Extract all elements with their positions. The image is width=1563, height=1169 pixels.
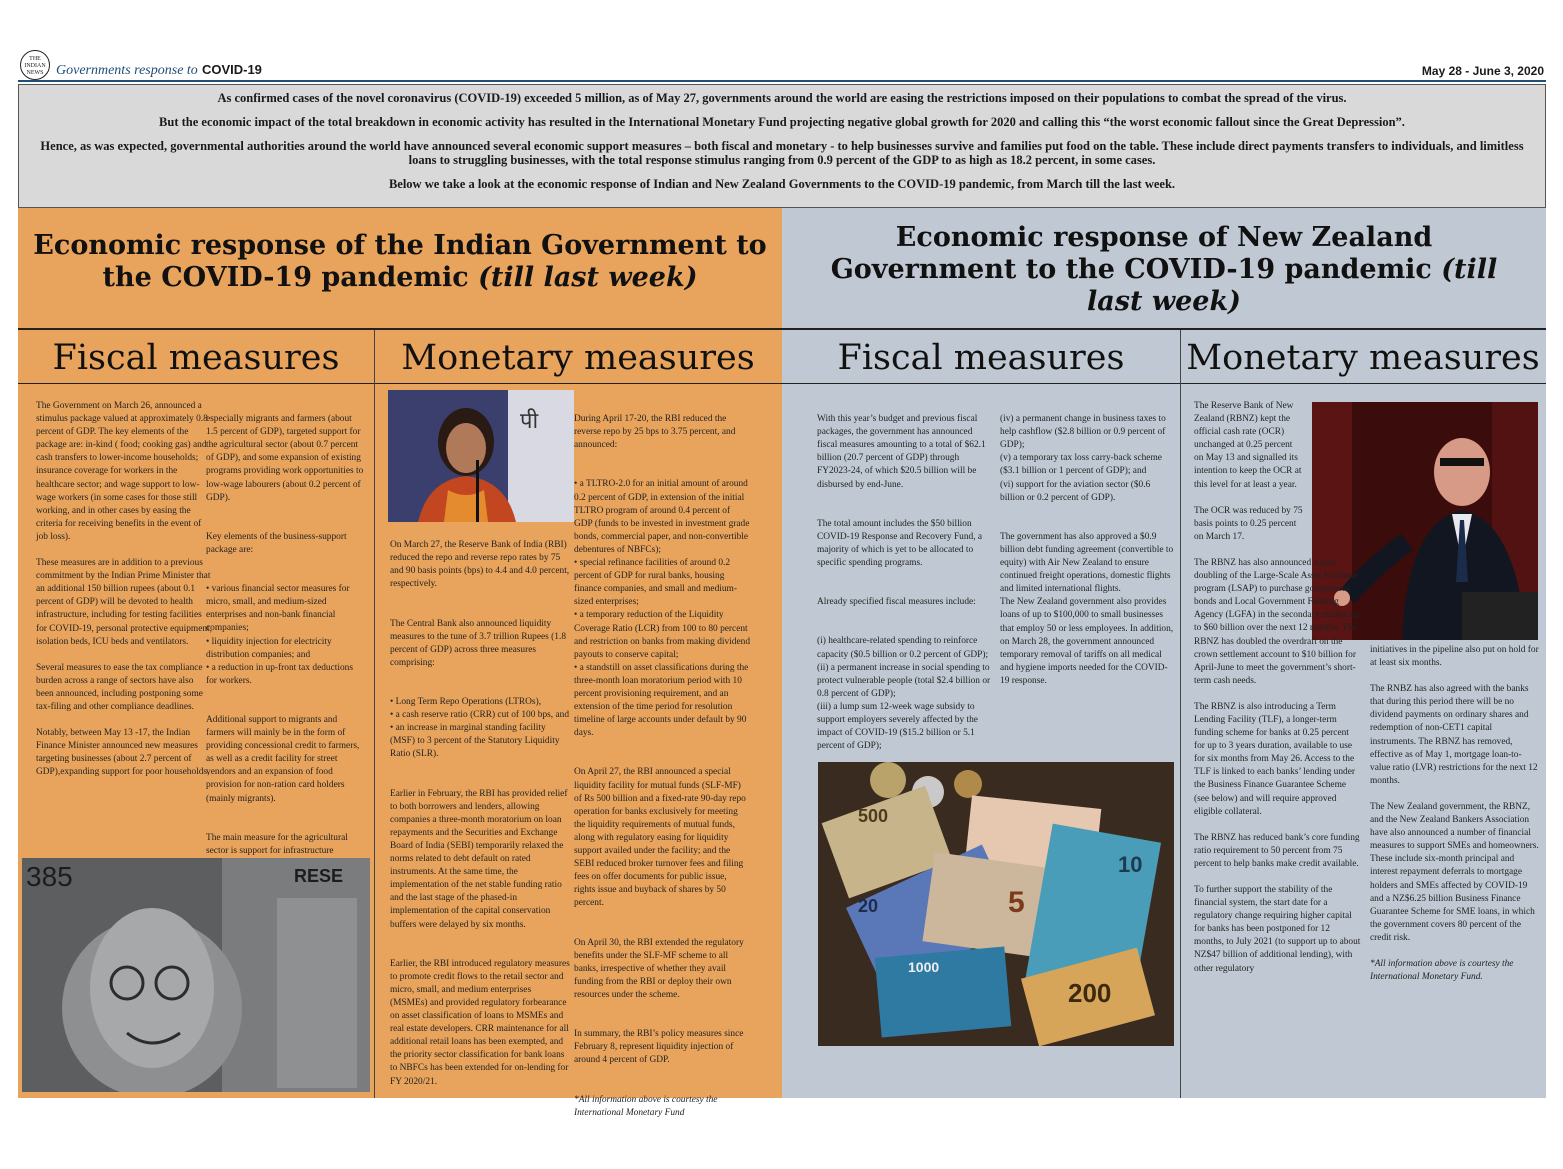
paragraph: Several measures to ease the tax compliance burden across a range of sectors have also been announced, including postponing some tax-filing and other compliance deadlines. [36, 662, 203, 712]
nz-monetary-heading: Monetary measures [1180, 328, 1546, 384]
india-fiscal-heading: Fiscal measures [18, 328, 374, 384]
banknote-label: RESE [294, 866, 344, 886]
paragraph: Key elements of the business-support package are: [206, 531, 347, 555]
intro-paragraph: Hence, as was expected, governmental authorities around the world have announced several economic support measures – both fiscal and monetary - to help businesses survive and families put food on the table. These include direct payments transfers to individuals, and limitless loans to struggling businesses, with the total response stimulus ranging from 0.9 percent of the GDP to as high as 18.2 percent, in some cases. [40, 139, 1524, 167]
india-monetary-col2 [574, 400, 750, 1133]
paragraph: The New Zealand government, the RBNZ, and the New Zealand Bankers Association have also announced a number of financial measures to support SMEs and homeowners. These include six-month principal and interest repayment deferrals to mortgage holders and SMEs affected by COVID-19 and a NZ$6.25 billion Business Finance Guarantee Scheme for SME loans, in which the government covers 80 percent of the credit risk. [1370, 801, 1539, 943]
paragraph: The RBNZ has also announced a near doubling of the Large-Scale Asset Purchase program (LSAP) to purchase government bonds and Local Government Funding Agency (LGFA) in the secondary market up to $60 billion over the next 12 months. The RBNZ has doubled the overdraft on the crown settlement account to $10 billion for April-June to meet the government’s short-term cash needs. [1194, 557, 1360, 686]
note-value: 20 [858, 896, 879, 916]
nz-panel [782, 208, 1546, 1098]
paragraph: The government has also approved a $0.9 billion debt funding agreement (convertible to equity) with Air New Zealand to ensure continued freight operations, domestic flights and limited international flights. The New Zealand government also provides loans of up to $100,000 to small businesses that employ 50 or less employees. In addition, on March 28, the government announced temporary removal of tariffs on all medical and hygiene imports needed for the COVID-19 response. [1000, 531, 1174, 686]
intro-paragraph: As confirmed cases of the novel coronavirus (COVID-19) exceeded 5 million, as of May 27, governments around the world are easing the restrictions imposed on their populations to combat the spread of the virus. [217, 91, 1347, 105]
paragraph: The Central Bank also announced liquidity measures to the tune of 3.7 trillion Rupees (1.8 percent of GDP) across three measures comprising: [390, 618, 567, 668]
paragraph: The RBNZ has reduced bank’s core funding ratio requirement to 50 percent from 75 percent to help banks make credit available. [1194, 832, 1360, 869]
paragraph: The RNBZ has also agreed with the banks that during this period there will be no dividend payments on ordinary shares and redemption of non-CET1 capital instruments. The RBNZ has removed, effective as of May 1, mortgage loan-to-value ratio (LVR) restrictions for the next 12 months. [1370, 684, 1538, 786]
list: (iv) a permanent change in business taxes to help cashflow ($2.8 billion or 0.9 percent of GDP); (v) a temporary tax loss carry-back scheme ($3.1 billion or 1 percent of GDP); and (vi) support for the aviation sector ($0.6 billion or 0.2 percent of GDP). [1000, 414, 1166, 503]
issue-date: May 28 - June 3, 2020 [1421, 64, 1544, 78]
india-column-divider [374, 330, 375, 1098]
nz-fiscal-col2 [1000, 400, 1174, 701]
paragraph: Additional support to migrants and farmers will mainly be in the form of providing concessional credit to farmers, as well as a credit facility for street vendors and an expansion of food provision for non-ration card holders (mainly migrants). [206, 714, 360, 804]
india-monetary-heading: Monetary measures [374, 328, 782, 384]
section-topic: COVID-19 [201, 62, 262, 77]
india-title-text: Economic response of the Indian Government to the COVID-19 pandemic [33, 230, 767, 293]
banknote-number: 385 [26, 861, 73, 892]
finance-minister-photo [388, 390, 574, 522]
note-value: 10 [1118, 852, 1143, 877]
paragraph: These measures are in addition to a previous commitment by the Indian Prime Minister that an additional 150 billion rupees (about 0.1 percent of GDP) will be devoted to health infrastructure, including for testing facilities for COVID-19, personal protective equipment, isolation beds, ICU beds and ventilators. [36, 558, 212, 647]
paragraph: The OCR was reduced by 75 basis points to 0.25 percent on March 17. [1194, 505, 1303, 542]
intro-paragraph: Below we take a look at the economic response of Indian and New Zealand Governments to the COVID-19 pandemic, from March till the last week. [388, 177, 1176, 191]
bullet-list: • various financial sector measures for micro, small, and medium-sized enterprises and non-bank financial companies; • liquidity injection for electricity distribution companies; and • a reduction in up-front tax deductions for workers. [206, 584, 353, 686]
note-value: 200 [1068, 978, 1112, 1008]
note-value: 1000 [908, 959, 940, 975]
paragraph: On April 30, the RBI extended the regulatory benefits under the SLF-MF scheme to all banks, irrespective of whether they avail funding from the RBI or deploy their own resources under the scheme. [574, 937, 744, 1000]
nz-title-suffix: (till last week) [1087, 254, 1498, 317]
india-panel [18, 208, 782, 1118]
hindi-text: पी [520, 409, 539, 434]
india-fiscal-col1 [36, 400, 212, 779]
india-title [18, 230, 782, 294]
nz-title [782, 222, 1546, 318]
paragraph: The main measure for the agricultural sector is support for infrastructure [206, 832, 348, 856]
paragraph: During April 17-20, the RBI reduced the reverse repo by 25 bps to 3.75 percent, and announced: [574, 414, 736, 451]
paragraph: With this year’s budget and previous fiscal packages, the government has announced fiscal measures amounting to a total of $62.1 billion (20.7 percent of GDP) through FY2023-24, of which $20.5 billion will be disbursed by end-June. [817, 414, 986, 490]
nz-title-text: Economic response of New Zealand Government to the COVID-19 pandemic [830, 222, 1433, 285]
note-value: 500 [858, 806, 889, 826]
paragraph: To further support the stability of the financial system, the start date for a regulatory change requiring higher capital for banks has been postponed for 12 months, to July 2021 (to support up to about NZ$47 billion of additional lending), with other regulatory [1194, 885, 1361, 974]
newspaper-logo: THE INDIAN NEWS [20, 50, 50, 80]
bullet-list: • Long Term Repo Operations (LTROs), • a cash reserve ratio (CRR) cut of 100 bps, and • an increase in marginal standing facility (MSF) to 3 percent of the Statutory Liquidity Ratio (SLR). [390, 697, 570, 760]
currency-notes-image [818, 762, 1174, 1046]
source-note: *All information above is courtesy the International Monetary Fund [574, 1094, 718, 1118]
nz-monetary-col1 [1194, 400, 1362, 976]
masthead [18, 48, 1546, 82]
nz-fiscal-heading: Fiscal measures [782, 328, 1180, 384]
paragraph: initiatives in the pipeline also put on hold for at least six months. [1370, 645, 1539, 669]
paragraph: The RBNZ is also introducing a Term Lending Facility (TLF), a longer-term funding scheme for banks at 0.25 percent for up to 3 years duration, available to use for six months from May 26. Access to the TLF is linked to each banks’ lending under the Business Finance Guarantee Scheme (see below) and will require approved eligible collateral. [1194, 701, 1355, 817]
nz-fiscal-col1 [817, 400, 993, 766]
source-note: *All information above is courtesy the International Monetary Fund. [1370, 958, 1514, 983]
paragraph: Already specified fiscal measures include: [817, 597, 976, 608]
section-title [56, 62, 262, 79]
paragraph: Earlier in February, the RBI has provided relief to both borrowers and lenders, allowing companies a three-month moratorium on loan repayments and the Securities and Exchange Board of India (SEBI) temporarily relaxed the norms related to debt default on rated instruments. At the same time, the implementation of the net stable funding ratio and the last stage of the phased-in implementation of the capital conservation buffers were delayed by six months. [390, 788, 568, 930]
paragraph: The Government on March 26, announced a stimulus package valued at approximately 0.8 percent of GDP. The key elements of the package are: in-kind ( food; cooking gas) and cash transfers to lower-income households; insurance coverage for workers in the healthcare sector; and wage support to low-wage workers (in some cases for those still working, and in other cases by easing the criteria for receiving benefits in the event of job loss). [36, 401, 208, 542]
india-monetary-col1 [390, 526, 570, 1102]
paragraph: On March 27, the Reserve Bank of India (RBI) reduced the repo and reverse repo rates by 75 and 90 basis points (bps) to 4.4 and 4.0 percent, respectively. [390, 540, 570, 590]
paragraph: Notably, between May 13 -17, the Indian Finance Minister announced new measures targeting businesses (about 2.7 percent of GDP),expanding support for poor households, [36, 728, 210, 778]
section-prefix: Governments response to [56, 63, 198, 78]
paragraph: The Reserve Bank of New Zealand (RBNZ) kept the official cash rate (OCR) unchanged at 0.25 percent on May 13 and signalled its intention to keep the OCR at this level for at least a year. [1194, 401, 1302, 490]
india-fiscal-col2 [206, 400, 364, 884]
paragraph: Earlier, the RBI introduced regulatory measures to promote credit flows to the retail sector and micro, small, and medium enterprises (MSMEs) and provided regulatory forbearance on asset classification of loans to MSMEs and real estate developers. CRR maintenance for all additional retail loans has been exempted, and the priority sector classification for bank loans to NBFCs has been extended for on-lending for FY 2020/21. [390, 958, 570, 1087]
india-title-suffix: (till last week) [478, 262, 698, 293]
bullet-list: • a TLTRO-2.0 for an initial amount of around 0.2 percent of GDP, in extension of the initial TLTRO program of around 0.4 percent of GDP (funds to be invested in investment grade bonds, commercial paper, and non-convertible debentures of NBFCs); • special refinance facilities of around 0.2 percent of GDP for rural banks, housing finance companies, and small and medium-sized enterprises; • a temporary reduction of the Liquidity Coverage Ratio (LCR) from 100 to 80 percent and restriction on banks from making dividend payouts to conserve capital; • a standstill on asset classifications during the three-month loan moratorium period with 10 percent provisioning requirement, and an extension of the time period for resolution timeline of large accounts under default by 90 days. [574, 479, 751, 739]
paragraph: On April 27, the RBI announced a special liquidity facility for mutual funds (SLF-MF) of Rs 500 billion and a fixed-rate 90-day repo operation for banks exclusively for meeting the liquidity requirements of mutual funds, along with regulatory easing for liquidity support availed under the facility; and the SEBI reduced broker turnover fees and filing fees on offer documents for public issue, rights issue and buyback of shares by 50 percent. [574, 767, 746, 909]
paragraph: especially migrants and farmers (about 1.5 percent of GDP), targeted support for the agricultural sector (about 0.7 percent of GDP), and some expansion of existing programs providing work opportunities to low-wage labourers (about 0.2 percent of GDP). [206, 414, 364, 503]
paragraph: The total amount includes the $50 billion COVID-19 Response and Recovery Fund, a majority of which is yet to be allocated to specific spending programs. [817, 518, 983, 569]
note-value: 5 [1008, 886, 1025, 919]
list: (i) healthcare-related spending to reinforce capacity ($0.5 billion or 0.2 percent of GDP); (ii) a permanent increase in social spending to protect vulnerable people (total $2.4 billion or 0.8 percent of GDP); (iii) a lump sum 12-week wage subsidy to support employers severely affected by the impact of COVID-19 ($15.2 billion or 5.1 percent of GDP); [817, 636, 991, 752]
nz-column-divider [1180, 330, 1181, 1098]
intro-box [18, 84, 1546, 208]
paragraph: In summary, the RBI’s policy measures since February 8, represent liquidity injection of around 4 percent of GDP. [574, 1029, 744, 1066]
intro-paragraph: But the economic impact of the total breakdown in economic activity has resulted in the International Monetary Fund projecting negative global growth for 2020 and calling this “the worst economic fallout since the Great Depression”. [159, 115, 1405, 129]
nz-monetary-col2 [1370, 644, 1540, 984]
rupee-banknote-image [22, 858, 370, 1092]
